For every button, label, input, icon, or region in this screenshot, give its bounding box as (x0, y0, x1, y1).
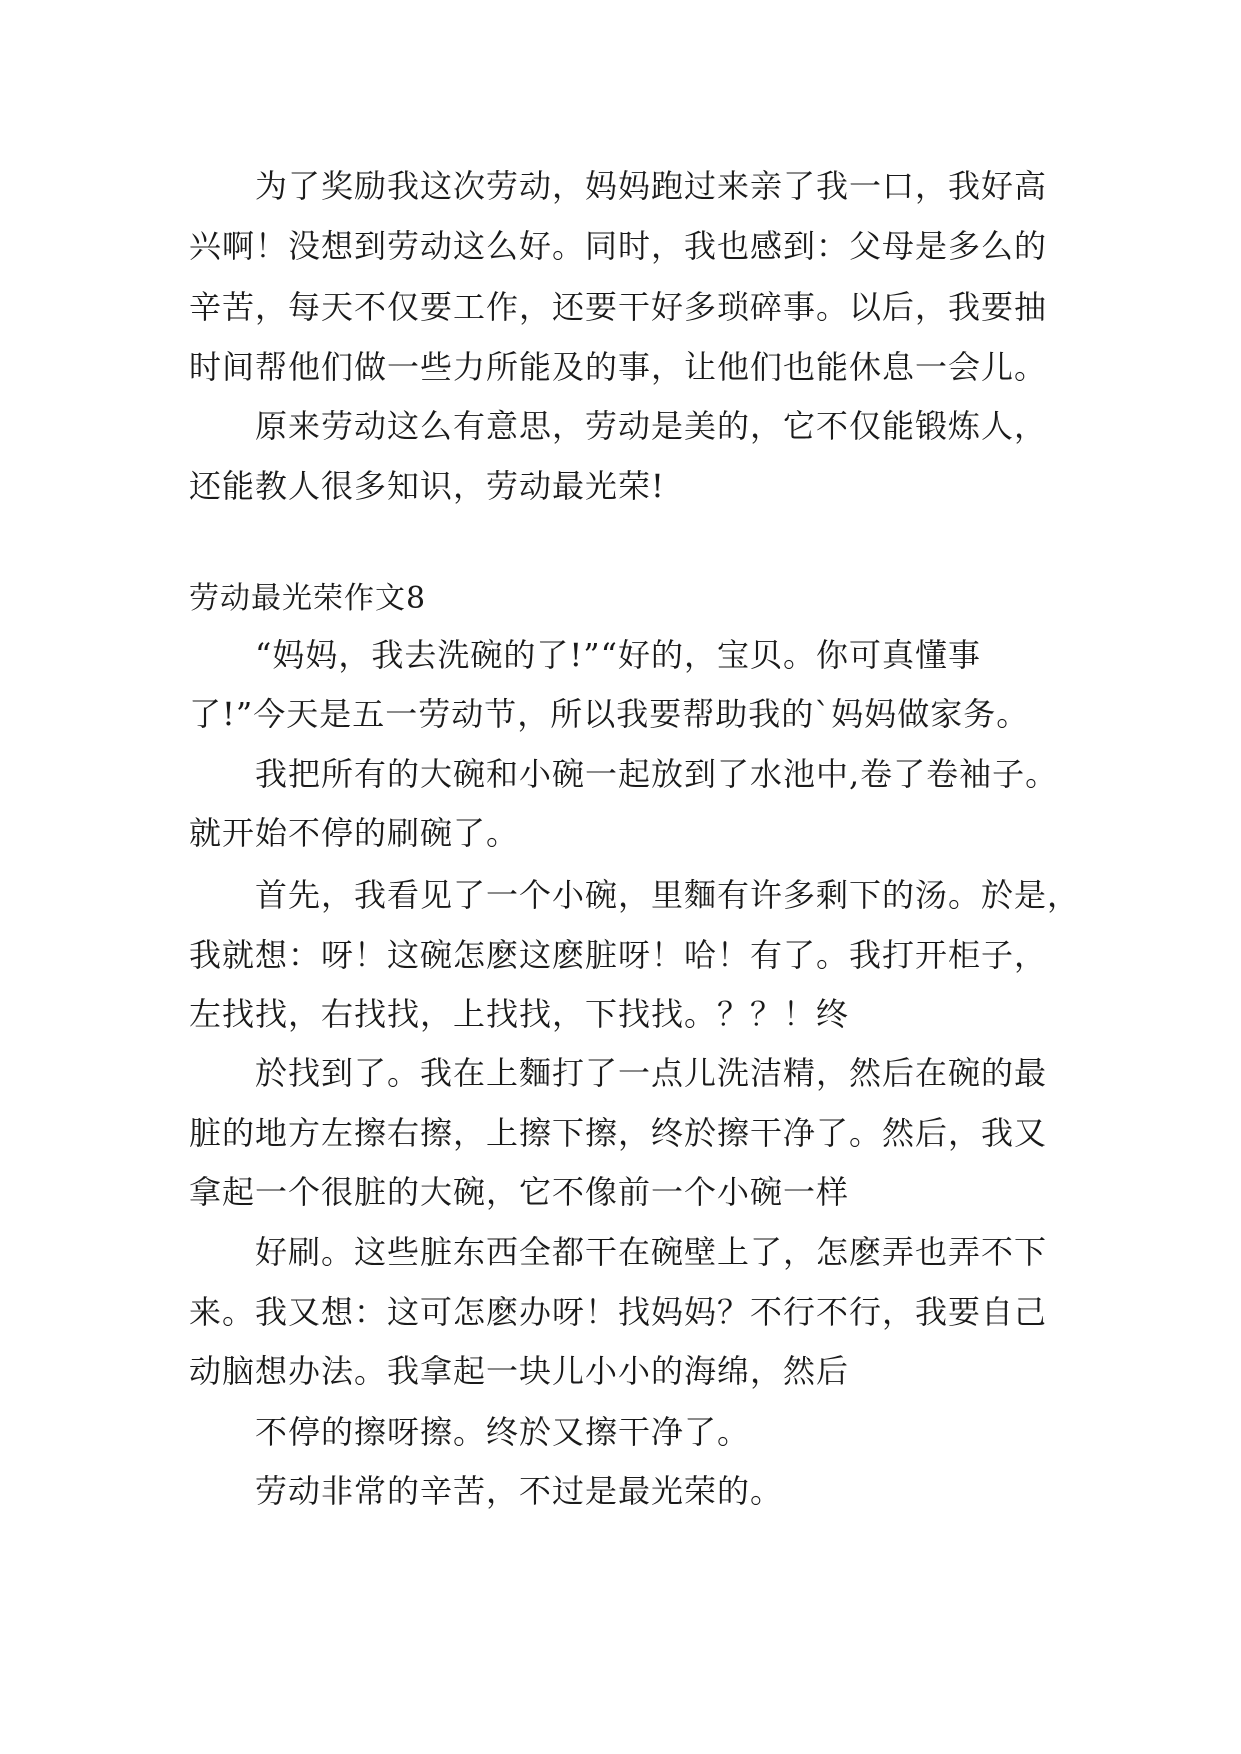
paragraph-line: 时间帮他们做一些力所能及的事，让他们也能休息一会儿。 (189, 348, 1048, 386)
paragraph-line: 脏的地方左擦右擦，上擦下擦，终於擦干净了。然后，我又 (189, 1114, 1048, 1152)
paragraph-line: 来。我又想：这可怎麽办呀！找妈妈？不行不行，我要自己 (189, 1293, 1048, 1331)
paragraph-line: 左找找，右找找，上找找，下找找。？？！终 (189, 995, 850, 1033)
paragraph-line: 我就想：呀！这碗怎麽这麽脏呀！哈！有了。我打开柜子， (189, 936, 1048, 974)
paragraph-line: 辛苦，每天不仅要工作，还要干好多琐碎事。以后，我要抽 (189, 288, 1048, 326)
paragraph-line: 原来劳动这么有意思，劳动是美的，它不仅能锻炼人， (255, 407, 1048, 445)
paragraph-line: 好刷。这些脏东西全都干在碗壁上了，怎麽弄也弄不下 (255, 1233, 1048, 1271)
paragraph-line: 动脑想办法。我拿起一块儿小小的海绵，然后 (189, 1352, 850, 1390)
paragraph-line: 不停的擦呀擦。终於又擦干净了。 (255, 1413, 751, 1451)
paragraph-line: 就开始不停的刷碗了。 (189, 814, 520, 852)
section-heading: 劳动最光荣作文8 (189, 581, 427, 616)
paragraph-line: “妈妈，我去洗碗的了!”“好的，宝贝。你可真懂事 (255, 636, 981, 674)
paragraph-line: 了!”今天是五一劳动节，所以我要帮助我的`妈妈做家务。 (189, 695, 1030, 733)
paragraph-line: 为了奖励我这次劳动，妈妈跑过来亲了我一口，我好高 (255, 167, 1048, 205)
paragraph-line: 还能教人很多知识，劳动最光荣! (189, 467, 665, 505)
paragraph-line: 我把所有的大碗和小碗一起放到了水池中,卷了卷袖子。 (255, 755, 1059, 793)
paragraph-line: 劳动非常的辛苦，不过是最光荣的。 (255, 1472, 784, 1510)
paragraph-line: 拿起一个很脏的大碗，它不像前一个小碗一样 (189, 1173, 850, 1211)
paragraph-line: 兴啊！没想到劳动这么好。同时，我也感到：父母是多么的 (189, 227, 1048, 265)
paragraph-line: 於找到了。我在上麵打了一点儿洗洁精，然后在碗的最 (255, 1054, 1048, 1092)
paragraph-line: 首先，我看见了一个小碗，里麵有许多剩下的汤。於是， (255, 876, 1081, 914)
